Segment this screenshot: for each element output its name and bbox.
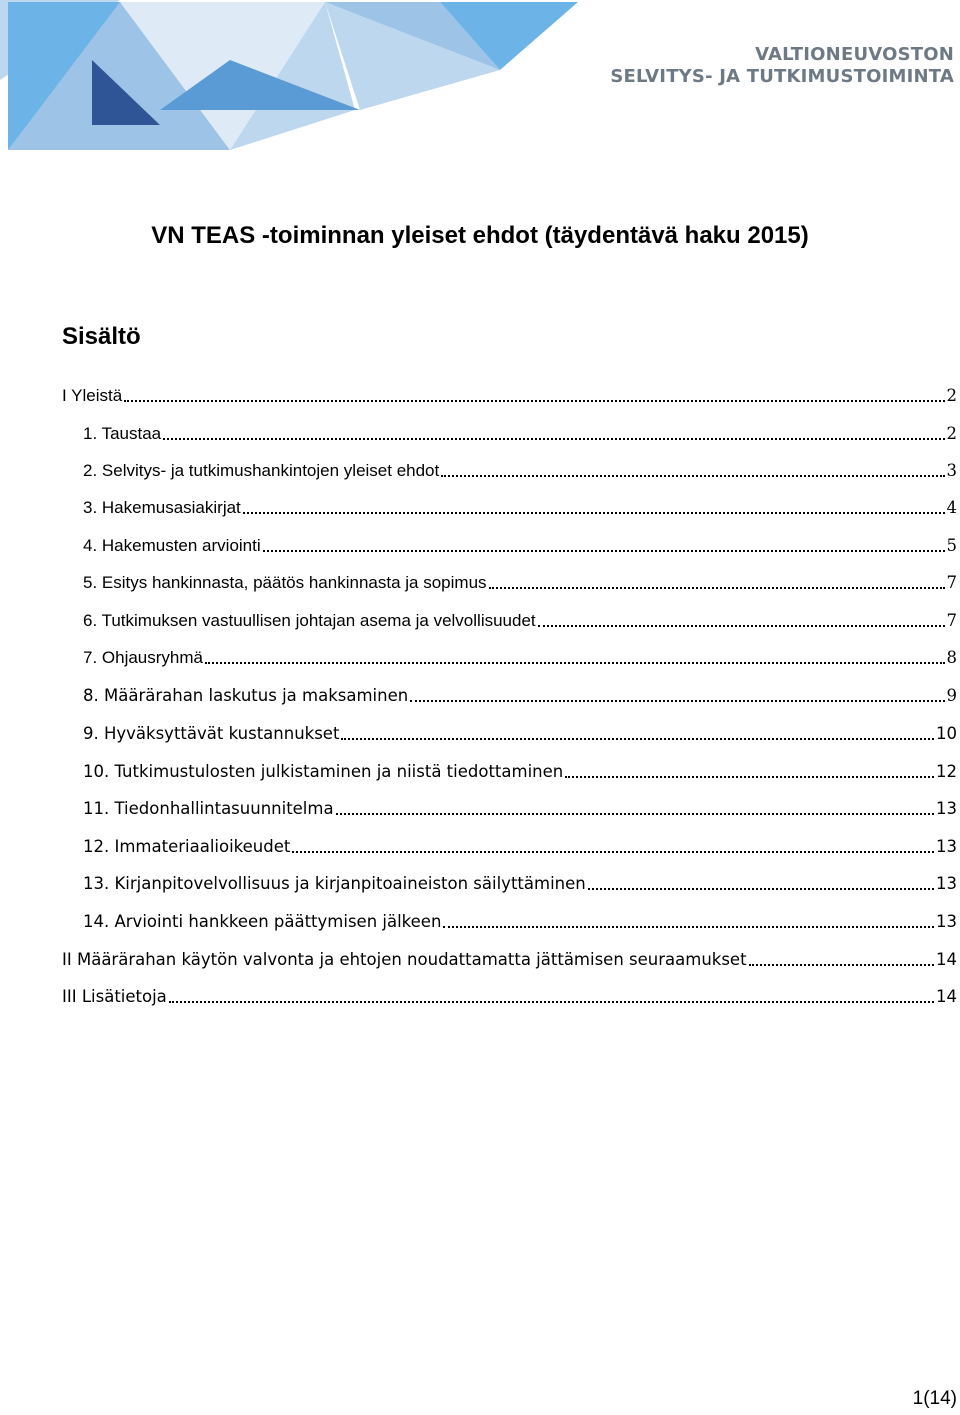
document-title: VN TEAS -toiminnan yleiset ehdot (täydentävä haku 2015) — [151, 222, 809, 249]
toc-leader-dots — [489, 587, 945, 589]
toc-entry-label: 13. Kirjanpitovelvollisuus ja kirjanpitoaineiston säilyttäminen — [83, 874, 586, 893]
toc-entry-page: 2 — [946, 424, 957, 443]
toc-entry[interactable] — [83, 646, 957, 670]
toc-leader-dots — [169, 1001, 934, 1003]
toc-entry[interactable] — [83, 534, 957, 558]
toc-entry-label: 11. Tiedonhallintasuunnitelma — [83, 799, 334, 818]
vn-teas-logo — [610, 44, 954, 88]
toc-leader-dots — [749, 964, 934, 966]
toc-entry-page: 13 — [936, 799, 957, 818]
toc-entry-page: 9 — [946, 686, 957, 705]
toc-entry-page: 7 — [946, 611, 957, 630]
toc-entry-label: 7. Ohjausryhmä — [83, 648, 203, 667]
toc-entry[interactable] — [83, 910, 957, 934]
toc-entry[interactable] — [62, 384, 957, 408]
toc-entry-page: 14 — [936, 987, 957, 1006]
toc-entry[interactable] — [83, 835, 957, 859]
toc-entry-label: 3. Hakemusasiakirjat — [83, 498, 241, 517]
toc-entry[interactable] — [83, 571, 957, 595]
toc-entry-page: 8 — [946, 648, 957, 667]
toc-entry[interactable] — [83, 609, 957, 633]
toc-leader-dots — [410, 700, 944, 702]
toc-entry[interactable] — [83, 422, 957, 446]
toc-leader-dots — [243, 512, 945, 514]
toc-entry-label: 1. Taustaa — [83, 424, 162, 443]
toc-leader-dots — [292, 851, 934, 853]
toc-entry-page: 3 — [946, 461, 957, 480]
logo-line-1: VALTIONEUVOSTON — [755, 44, 954, 65]
toc-entry-page: 10 — [936, 724, 957, 743]
toc-leader-dots — [443, 926, 934, 928]
header-triangle-graphic — [0, 0, 580, 155]
toc-entry-label: 14. Arviointi hankkeen päättymisen jälkeen — [83, 912, 442, 931]
toc-entry-label: II Määrärahan käytön valvonta ja ehtojen noudattamatta jättämisen seuraamukset — [62, 950, 747, 969]
toc-leader-dots — [538, 625, 945, 627]
toc-entry-page: 2 — [946, 386, 957, 405]
toc-leader-dots — [124, 400, 944, 402]
toc-leader-dots — [341, 738, 934, 740]
toc-entry[interactable] — [62, 985, 957, 1009]
toc-entry-page: 13 — [936, 837, 957, 856]
toc-entry-label: 10. Tutkimustulosten julkistaminen ja niistä tiedottaminen — [83, 762, 564, 781]
toc-leader-dots — [441, 475, 944, 477]
toc-entry[interactable] — [83, 459, 957, 483]
toc-entry-page: 13 — [936, 912, 957, 931]
toc-heading: Sisältö — [62, 323, 141, 350]
toc-entry[interactable] — [62, 948, 957, 972]
toc-entry-page: 12 — [936, 762, 957, 781]
toc-entry[interactable] — [83, 872, 957, 896]
toc-entry-label: III Lisätietoja — [62, 987, 167, 1006]
toc-entry[interactable] — [83, 684, 957, 708]
toc-leader-dots — [205, 662, 945, 664]
toc-entry-page: 7 — [946, 573, 957, 592]
toc-entry-label: 9. Hyväksyttävät kustannukset — [83, 724, 340, 743]
toc-leader-dots — [163, 438, 944, 440]
logo-line-2: SELVITYS- JA TUTKIMUSTOIMINTA — [610, 66, 954, 87]
toc-entry-page: 13 — [936, 874, 957, 893]
toc-entry-page: 4 — [946, 498, 957, 517]
page-number: 1(14) — [912, 1388, 957, 1409]
toc-leader-dots — [588, 888, 934, 890]
toc-entry[interactable] — [83, 722, 957, 746]
toc-leader-dots — [336, 813, 934, 815]
toc-entry-label: 4. Hakemusten arviointi — [83, 536, 261, 555]
toc-entry-label: I Yleistä — [62, 386, 123, 405]
toc-entry-label: 12. Immateriaalioikeudet — [83, 837, 291, 856]
toc-entry-label: 5. Esitys hankinnasta, päätös hankinnasta ja sopimus — [83, 573, 487, 592]
toc-entry[interactable] — [83, 797, 957, 821]
toc-entry-page: 5 — [946, 536, 957, 555]
toc-entry[interactable] — [83, 760, 957, 784]
toc-entry[interactable] — [83, 496, 957, 520]
toc-leader-dots — [565, 776, 934, 778]
toc-entry-label: 2. Selvitys- ja tutkimushankintojen yleiset ehdot — [83, 461, 440, 480]
toc-entry-label: 6. Tutkimuksen vastuullisen johtajan asema ja velvollisuudet — [83, 611, 536, 630]
toc-leader-dots — [263, 550, 945, 552]
toc-entry-label: 8. Määrärahan laskutus ja maksaminen — [83, 686, 409, 705]
toc-entry-page: 14 — [936, 950, 957, 969]
